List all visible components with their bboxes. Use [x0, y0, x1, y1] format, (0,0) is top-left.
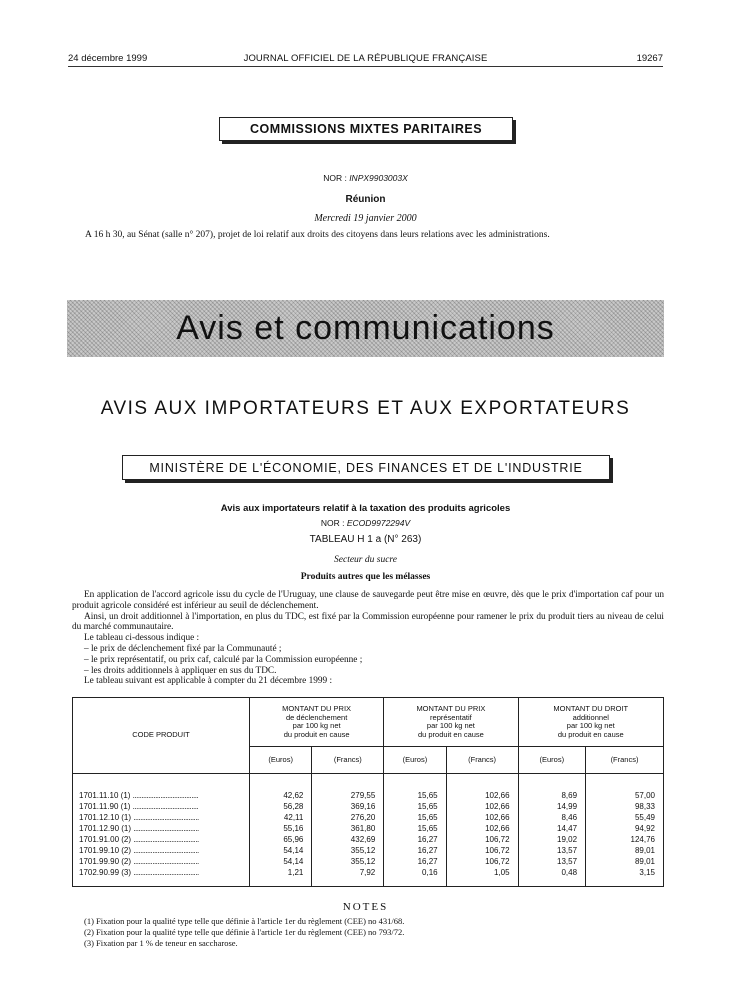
paragraph: En application de l'accord agricole issu du cycle de l'Uruguay, une clause de sauvegarde peut être mise en œuvre, dès que le prix d'importation caf pour un produit agricole considéré est inférieur au seuil de déclenchement. — [72, 590, 664, 611]
reunion-date: Mercredi 19 janvier 2000 — [314, 213, 417, 224]
table-cell-value: 15,65 — [417, 813, 438, 822]
table-cell-value: 16,27 — [417, 835, 438, 844]
table-cell-value: 42,62 — [283, 791, 304, 800]
table-cell-value: 15,65 — [417, 802, 438, 811]
table-cell-value: 106,72 — [485, 835, 510, 844]
group-line: de déclenchement — [285, 712, 348, 722]
table-cell-value: 55,16 — [283, 824, 304, 833]
table-cell-value: 106,72 — [485, 857, 510, 866]
group-header-droit — [518, 698, 663, 747]
commissions-nor — [0, 173, 731, 183]
table-cell-value: 98,33 — [634, 802, 655, 811]
group-line: représentatif — [430, 712, 472, 722]
product-code-text: 1701.11.10 (1) — [79, 791, 133, 800]
list-item: – le prix de déclenchement fixé par la Communauté ; — [84, 643, 282, 654]
avis-body — [72, 590, 664, 687]
price-table — [72, 697, 664, 887]
unit-euros: (Euros) — [250, 747, 312, 774]
col-droit-euros — [518, 774, 586, 887]
product-code-text: 1701.99.90 (2) — [79, 857, 134, 866]
product-code — [79, 812, 249, 823]
table-cell-value: 1,21 — [287, 868, 304, 877]
group-header-declenchement — [250, 698, 384, 747]
codes-column — [73, 774, 250, 887]
product-code-text: 1701.99.10 (2) — [79, 846, 134, 855]
nor-code: ECOD9972294V — [346, 518, 411, 528]
product-code-text: 1701.91.00 (2) — [79, 835, 134, 844]
group-line: additionnel — [572, 712, 609, 722]
table-cell-value: 14,99 — [557, 802, 578, 811]
product-code — [79, 867, 249, 878]
group-line: du produit en cause — [283, 729, 350, 739]
table-cell-value: 279,55 — [350, 791, 376, 800]
table-cell-value: 355,12 — [350, 857, 376, 866]
leader-dots: ...................................... — [133, 868, 199, 877]
nor-label: NOR : — [323, 173, 347, 183]
nor-label: NOR : — [320, 518, 345, 528]
table-cell-value: 13,57 — [557, 857, 578, 866]
unit-euros: (Euros) — [384, 747, 446, 774]
avis-nor — [0, 518, 731, 528]
product-code — [79, 801, 249, 812]
table-cell-value: 89,01 — [634, 857, 655, 866]
product-code — [79, 823, 249, 834]
group-header-representatif — [384, 698, 518, 747]
col-representatif-francs — [446, 774, 518, 887]
table-cell-value: 1,05 — [493, 868, 510, 877]
header-rule — [68, 66, 663, 67]
group-line: par 100 kg net — [426, 721, 475, 730]
table-cell-value: 102,66 — [485, 791, 510, 800]
table-cell-value: 355,12 — [350, 846, 376, 855]
table-cell-value: 65,96 — [283, 835, 304, 844]
commissions-title-box — [219, 117, 513, 141]
table-cell-value: 13,57 — [557, 846, 578, 855]
section-title: AVIS AUX IMPORTATEURS ET AUX EXPORTATEURS — [100, 398, 631, 419]
reunion-heading: Réunion — [345, 194, 386, 205]
group-line: du produit en cause — [557, 729, 624, 739]
table-cell-value: 8,46 — [561, 813, 578, 822]
avis-banner — [67, 300, 664, 357]
table-cell-value: 102,66 — [485, 813, 510, 822]
table-cell-value: 42,11 — [283, 813, 304, 822]
product-code — [79, 790, 249, 801]
table-cell-value: 15,65 — [417, 791, 438, 800]
table-cell-value: 0,16 — [422, 868, 438, 877]
produits-heading: Produits autres que les mélasses — [300, 572, 431, 582]
group-line: par 100 kg net — [292, 721, 341, 730]
notes-list — [84, 916, 404, 949]
tableau-title: TABLEAU H 1 a (N° 263) — [309, 534, 422, 545]
unit-francs: (Francs) — [446, 747, 518, 774]
notes-title: NOTES — [342, 901, 389, 913]
note-item: (2) Fixation pour la qualité type telle que définie à l'article 1er du règlement (CEE) no 793/72. — [84, 927, 405, 937]
paragraph: Ainsi, un droit additionnel à l'importation, en plus du TDC, est fixé par la Commission européenne pour ramener le prix du produit tiers au niveau de celui du marché communautaire. — [72, 611, 664, 633]
product-code-text: 1701.12.90 (1) — [79, 824, 134, 833]
col-droit-francs — [586, 774, 664, 887]
seance-text: A 16 h 30, au Sénat (salle n° 207), projet de loi relatif aux droits des citoyens dans leurs relations avec les administrations. — [85, 230, 550, 240]
unit-euros: (Euros) — [518, 747, 586, 774]
table-cell-value: 361,80 — [350, 824, 376, 833]
table-cell-value: 276,20 — [350, 813, 376, 822]
table-cell-value: 102,66 — [485, 802, 510, 811]
leader-dots: ...................................... — [132, 802, 199, 811]
table-cell-value: 0,48 — [561, 868, 578, 877]
table-cell-value: 7,92 — [359, 868, 376, 877]
list-item: – le prix représentatif, ou prix caf, calculé par la Commission européenne ; — [84, 654, 363, 665]
table-header-row — [73, 698, 664, 747]
commissions-title: COMMISSIONS MIXTES PARITAIRES — [249, 122, 483, 136]
note-item: (1) Fixation pour la qualité type telle que définie à l'article 1er du règlement (CEE) no 431/68. — [84, 916, 405, 926]
paragraph: Le tableau suivant est applicable à compter du 21 décembre 1999 : — [84, 676, 333, 687]
header-date: 24 décembre 1999 — [68, 53, 148, 64]
secteur: Secteur du sucre — [334, 555, 397, 565]
table-cell-value: 8,69 — [561, 791, 578, 800]
note-item: (3) Fixation par 1 % de teneur en saccharose. — [84, 938, 238, 948]
table-cell-value: 102,66 — [485, 824, 510, 833]
table-cell-value: 369,16 — [350, 802, 376, 811]
table-cell-value: 54,14 — [283, 857, 304, 866]
page-number: 19267 — [636, 53, 663, 64]
group-line: MONTANT DU PRIX — [416, 704, 486, 713]
leader-dots: ...................................... — [133, 857, 199, 866]
list-item: – les droits additionnels à appliquer en sus du TDC. — [84, 665, 277, 676]
paragraph: Le tableau ci-dessous indique : — [84, 633, 200, 644]
journal-title: JOURNAL OFFICIEL DE LA RÉPUBLIQUE FRANÇAISE — [243, 53, 488, 64]
table-cell-value: 54,14 — [283, 846, 304, 855]
table-cell-value: 14,47 — [557, 824, 578, 833]
unit-francs: (Francs) — [312, 747, 384, 774]
table-cell-value: 16,27 — [417, 846, 438, 855]
product-code — [79, 856, 249, 867]
product-code-text: 1702.90.99 (3) — [79, 868, 134, 877]
leader-dots: ...................................... — [133, 835, 199, 844]
ministry-box — [122, 455, 610, 480]
table-cell-value: 16,27 — [417, 857, 438, 866]
col-declenchement-euros — [250, 774, 312, 887]
code-header: CODE PRODUIT — [73, 698, 250, 774]
table-cell-value: 94,92 — [634, 824, 655, 833]
table-cell-value: 89,01 — [634, 846, 655, 855]
table-cell-value: 55,49 — [634, 813, 655, 822]
avis-title: Avis aux importateurs relatif à la taxation des produits agricoles — [220, 503, 511, 514]
table-cell-value: 57,00 — [634, 791, 655, 800]
product-code-text: 1701.12.10 (1) — [79, 813, 134, 822]
leader-dots: ...................................... — [133, 824, 199, 833]
product-code — [79, 834, 249, 845]
group-line: par 100 kg net — [566, 721, 615, 730]
table-cell-value: 19,02 — [557, 835, 578, 844]
leader-dots: ...................................... — [133, 813, 199, 822]
group-line: du produit en cause — [417, 729, 484, 739]
leader-dots: ...................................... — [132, 791, 199, 800]
product-code-text: 1701.11.90 (1) — [79, 802, 133, 811]
product-code — [79, 845, 249, 856]
table-cell-value: 56,28 — [283, 802, 304, 811]
table-cell-value: 106,72 — [485, 846, 510, 855]
table-cell-value: 124,76 — [630, 835, 655, 844]
col-representatif-euros — [384, 774, 446, 887]
ministry-title: MINISTÈRE DE L'ÉCONOMIE, DES FINANCES ET DE L'INDUSTRIE — [149, 460, 583, 475]
table-cell-value: 432,69 — [350, 835, 376, 844]
leader-dots: ...................................... — [133, 846, 199, 855]
group-line: MONTANT DU DROIT — [553, 704, 629, 713]
nor-code: INPX9903003X — [349, 173, 408, 183]
avis-banner-title: Avis et communications — [176, 309, 555, 347]
table-body-row — [73, 774, 664, 887]
table-cell-value: 3,15 — [639, 868, 655, 877]
group-line: MONTANT DU PRIX — [282, 704, 352, 713]
col-declenchement-francs — [312, 774, 384, 887]
table-cell-value: 15,65 — [417, 824, 438, 833]
unit-francs: (Francs) — [586, 747, 664, 774]
